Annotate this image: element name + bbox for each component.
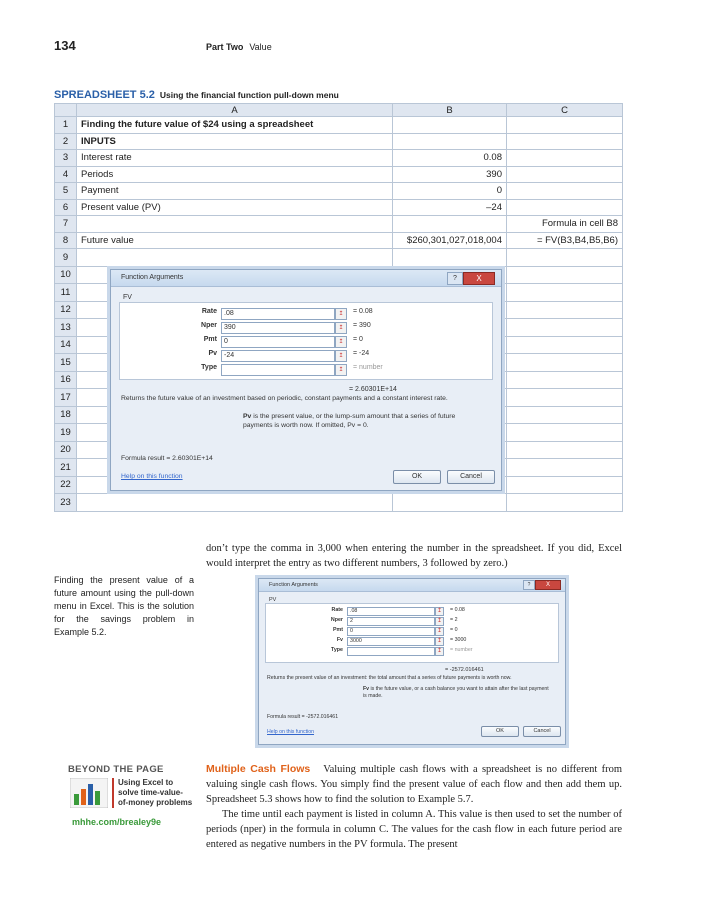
column-header[interactable]: A <box>77 104 393 117</box>
argument-help-text: is the present value, or the lump-sum amount that a series of future payments is worth now. If omitted, Pv = 0. <box>243 413 456 429</box>
cell-c[interactable] <box>507 441 623 459</box>
argument-input[interactable]: 3000 <box>347 637 435 646</box>
argument-input[interactable]: .08 <box>221 308 335 320</box>
row-number[interactable]: 14 <box>55 336 77 354</box>
argument-help <box>363 686 553 700</box>
body-intro: don’t type the comma in 3,000 when entering the number in the spreadsheet. If you did, Excel would interpret the entry as two different numbers, 3 followed by zero.) <box>206 543 622 569</box>
section-heading: Multiple Cash Flows <box>206 763 311 775</box>
argument-help <box>243 412 483 430</box>
row-number[interactable]: 23 <box>55 494 77 512</box>
row-number[interactable]: 1 <box>55 117 77 134</box>
cell-c[interactable] <box>507 183 623 200</box>
collapse-dialog-icon[interactable]: ↥ <box>436 618 443 624</box>
row-number[interactable]: 3 <box>55 150 77 167</box>
close-icon[interactable]: X <box>535 580 561 590</box>
row-number[interactable]: 11 <box>55 284 77 302</box>
side-caption: Finding the present value of a future amount using the pull-down menu in Excel. This is the solution for the savings problem in Example 5.2. <box>54 575 194 637</box>
help-link[interactable]: Help on this function <box>121 473 183 480</box>
divider <box>112 778 114 808</box>
cell-a[interactable]: Future value <box>77 232 393 249</box>
column-header[interactable]: B <box>393 104 507 117</box>
cancel-button[interactable]: Cancel <box>447 470 495 484</box>
cell-b[interactable] <box>393 117 507 134</box>
dialog2-titlebar[interactable] <box>259 579 565 592</box>
beyond-line: of-money problems <box>118 798 193 807</box>
argument-label: Type <box>331 647 343 653</box>
corner-cell <box>55 104 77 117</box>
cell-c[interactable] <box>507 199 623 216</box>
cell-b[interactable]: $260,301,027,018,004 <box>393 232 507 249</box>
section-paragraph-1: Valuing multiple cash flows with a spreadsheet is no different from valuing single cash flows. You simply find the present value of each flow and then add them up. Spreadsheet 5.3 shows how to find the solution to Example 5.7. <box>206 764 623 805</box>
cell-c[interactable] <box>507 166 623 183</box>
argument-result: = 390 <box>353 322 371 329</box>
formula-result: Formula result = -2572.016461 <box>267 714 339 720</box>
argument-result: = number <box>353 364 383 371</box>
function-arguments-dialog-2 <box>258 578 566 745</box>
section-paragraph-2: The time until each payment is listed in column A. This value is then used to set the number of periods (nper) in the formula in column C. The values for the cash flow in each future period are entered as negative numbers in the PV formula. The present <box>206 809 622 850</box>
argument-label: Rate <box>201 308 217 315</box>
row-number[interactable]: 12 <box>55 301 77 319</box>
argument-result: = 0.08 <box>353 308 373 315</box>
collapse-dialog-icon[interactable]: ↥ <box>436 638 443 644</box>
cell-a[interactable] <box>77 494 393 512</box>
spreadsheet-row <box>55 183 623 200</box>
cell-c[interactable] <box>507 494 623 512</box>
row-number[interactable]: 19 <box>55 424 77 442</box>
collapse-dialog-icon[interactable]: ↥ <box>335 350 347 362</box>
spreadsheet-row <box>55 166 623 183</box>
total-result: = 2.60301E+14 <box>349 386 397 393</box>
collapse-dialog-icon[interactable]: ↥ <box>335 336 347 348</box>
argument-help-name: Pv <box>243 413 252 420</box>
collapse-dialog-icon[interactable]: ↥ <box>436 608 443 614</box>
cell-c[interactable] <box>507 284 623 302</box>
argument-input[interactable]: 0 <box>221 336 335 348</box>
row-number[interactable]: 22 <box>55 476 77 494</box>
cell-a[interactable]: INPUTS <box>77 133 393 150</box>
cell-b[interactable]: 0 <box>393 183 507 200</box>
argument-input[interactable]: 390 <box>221 322 335 334</box>
cell-a[interactable]: Periods <box>77 166 393 183</box>
row-number[interactable]: 5 <box>55 183 77 200</box>
argument-input[interactable]: 0 <box>347 627 435 636</box>
cell-c[interactable] <box>507 319 623 337</box>
total-result: = -2572.016461 <box>445 667 484 673</box>
dialog-title: Function Arguments <box>121 274 184 281</box>
cell-c[interactable] <box>507 266 623 284</box>
cell-c[interactable] <box>507 476 623 494</box>
spreadsheet-title <box>54 89 339 101</box>
spreadsheet-row <box>55 117 623 134</box>
column-header-row <box>55 104 623 117</box>
cell-a[interactable]: Present value (PV) <box>77 199 393 216</box>
excel-chart-icon <box>70 778 108 808</box>
beyond-the-page-heading: BEYOND THE PAGE <box>68 764 164 775</box>
argument-label: Nper <box>330 617 343 623</box>
function-arguments-dialog <box>110 269 502 491</box>
spreadsheet-row <box>55 232 623 249</box>
cell-a[interactable]: Payment <box>77 183 393 200</box>
cell-c[interactable] <box>507 424 623 442</box>
cell-c[interactable] <box>507 249 623 267</box>
argument-label: Pmt <box>332 627 343 633</box>
close-icon[interactable]: X <box>463 272 495 285</box>
collapse-dialog-icon[interactable]: ↥ <box>335 308 347 320</box>
collapse-dialog-icon[interactable]: ↥ <box>335 364 347 376</box>
argument-result: = number <box>450 647 473 653</box>
argument-result: = 3000 <box>450 637 467 643</box>
cell-c[interactable] <box>507 406 623 424</box>
spreadsheet-row <box>55 494 623 512</box>
help-link[interactable]: Help on this function <box>267 729 315 735</box>
cell-a[interactable] <box>77 249 393 267</box>
cell-b[interactable] <box>393 133 507 150</box>
function-name: PV <box>269 597 277 603</box>
spreadsheet-row <box>55 249 623 267</box>
cell-b[interactable] <box>393 494 507 512</box>
function-name: FV <box>123 294 132 301</box>
row-number[interactable]: 16 <box>55 371 77 389</box>
argument-input[interactable] <box>221 364 335 376</box>
row-number[interactable]: 10 <box>55 266 77 284</box>
cell-a[interactable]: Finding the future value of $24 using a spreadsheet <box>77 117 393 134</box>
row-number[interactable]: 13 <box>55 319 77 337</box>
spreadsheet-row <box>55 199 623 216</box>
cell-c[interactable] <box>507 133 623 150</box>
argument-input[interactable]: .08 <box>347 607 435 616</box>
argument-result: = 0.08 <box>450 607 465 613</box>
page-number: 134 <box>54 38 76 53</box>
cell-c[interactable] <box>507 336 623 354</box>
row-number[interactable]: 15 <box>55 354 77 372</box>
argument-label: Pmt <box>203 336 217 343</box>
collapse-dialog-icon[interactable]: ↥ <box>436 628 443 634</box>
row-number[interactable]: 2 <box>55 133 77 150</box>
cell-c[interactable] <box>507 389 623 407</box>
section-body <box>206 762 622 852</box>
row-number[interactable]: 8 <box>55 232 77 249</box>
ok-button[interactable]: OK <box>393 470 441 484</box>
spreadsheet-row <box>55 133 623 150</box>
row-number[interactable]: 20 <box>55 441 77 459</box>
beyond-line: solve time-value- <box>118 788 183 797</box>
argument-help-name: Fv <box>363 686 370 692</box>
cell-c[interactable]: = FV(B3,B4,B5,B6) <box>507 232 623 249</box>
spreadsheet-row <box>55 150 623 167</box>
cell-a[interactable]: Interest rate <box>77 150 393 167</box>
help-icon[interactable]: ? <box>447 272 463 285</box>
argument-input[interactable]: -24 <box>221 350 335 362</box>
cell-b[interactable]: –24 <box>393 199 507 216</box>
spreadsheet-row <box>55 216 623 233</box>
cancel-button[interactable]: Cancel <box>523 726 561 737</box>
argument-help-text: is the future value, or a cash balance you want to attain after the last payment is made. <box>363 686 549 699</box>
row-number[interactable]: 4 <box>55 166 77 183</box>
row-number[interactable]: 7 <box>55 216 77 233</box>
cell-c[interactable] <box>507 117 623 134</box>
function-description: Returns the present value of an investment: the total amount that a series of future payments is worth now. <box>267 675 512 681</box>
cell-b[interactable] <box>393 249 507 267</box>
argument-result: = -24 <box>353 350 370 357</box>
beyond-line: Using Excel to <box>118 778 174 787</box>
collapse-dialog-icon[interactable]: ↥ <box>335 322 347 334</box>
argument-input[interactable]: 2 <box>347 617 435 626</box>
cell-c[interactable] <box>507 371 623 389</box>
cell-c[interactable] <box>507 459 623 477</box>
cell-c[interactable]: Formula in cell B8 <box>507 216 623 233</box>
argument-result: = 0 <box>450 627 458 633</box>
collapse-dialog-icon[interactable]: ↥ <box>436 648 443 654</box>
row-number[interactable]: 18 <box>55 406 77 424</box>
beyond-link[interactable]: mhhe.com/brealey9e <box>72 817 162 827</box>
row-number[interactable]: 21 <box>55 459 77 477</box>
ok-button[interactable]: OK <box>481 726 519 737</box>
row-number[interactable]: 17 <box>55 389 77 407</box>
formula-result: Formula result = 2.60301E+14 <box>121 455 213 462</box>
argument-result: = 2 <box>450 617 458 623</box>
help-icon[interactable]: ? <box>523 580 535 590</box>
dialog-titlebar[interactable] <box>111 270 501 287</box>
row-number[interactable]: 9 <box>55 249 77 267</box>
cell-a[interactable] <box>77 216 393 233</box>
argument-label: Type <box>201 364 217 371</box>
cell-b[interactable]: 390 <box>393 166 507 183</box>
cell-b[interactable]: 0.08 <box>393 150 507 167</box>
argument-label: Rate <box>331 607 343 613</box>
part-label: Part Two <box>206 42 244 52</box>
column-header[interactable]: C <box>507 104 623 117</box>
section-label: Value <box>249 42 272 52</box>
argument-label: Fv <box>336 637 343 643</box>
spreadsheet-caption: Using the financial function pull-down menu <box>159 90 339 100</box>
argument-label: Nper <box>201 322 217 329</box>
row-number[interactable]: 6 <box>55 199 77 216</box>
cell-c[interactable] <box>507 301 623 319</box>
cell-c[interactable] <box>507 354 623 372</box>
running-head <box>206 42 272 52</box>
beyond-the-page-text <box>118 778 192 808</box>
spreadsheet-label: SPREADSHEET 5.2 <box>54 89 155 101</box>
argument-input[interactable] <box>347 647 435 656</box>
cell-b[interactable] <box>393 216 507 233</box>
cell-c[interactable] <box>507 150 623 167</box>
function-description: Returns the future value of an investment based on periodic, constant payments and a constant interest rate. <box>121 395 448 402</box>
argument-result: = 0 <box>353 336 363 343</box>
dialog2-title: Function Arguments <box>269 582 318 588</box>
argument-label: Pv <box>208 350 217 357</box>
